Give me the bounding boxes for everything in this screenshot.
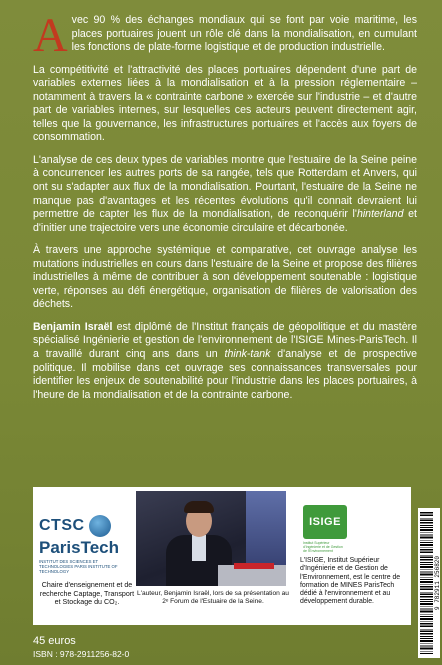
analysis-text: L'analyse de ces deux types de variables montre que l'estuaire de la Seine peine à concurrencer les autres ports de sa rangée, tels que Rotterdam et Anvers, qui ont su s'adapter aux flux de la mondialisation. Pourtant, l'estuaire de la Seine ne manque pas d'avantages et les récentes évolutions qu'il connait devraient lui permettre de capter les flux de la mondialisation, de reconquérir l' (33, 153, 417, 221)
barcode (418, 508, 440, 658)
analysis-paragraph (33, 154, 417, 235)
isige-label: ISIGE (303, 505, 347, 539)
author-shirt (192, 535, 206, 561)
approach-paragraph: À travers une approche systémique et comparative, cet ouvrage analyse les mutations industrielles en cours dans l'estuaire de la Seine et propose des filières industrielles à même de contribuer à son développement soutenable : logistique verte, réponses au défi énergétique, organisation de filières de valorisation des déchets. (33, 244, 417, 311)
photo-band (33, 487, 411, 625)
author-paragraph (33, 321, 417, 402)
competitiveness-paragraph: La compétitivité et l'attractivité des places portuaires dépendent d'une part de variables externes liées à la mondialisation et à la pression réglementaire – notamment à travers la « contrainte carbone » exercée sur l'industrie – et d'autre part de variables internes, sur lesquelles ces acteurs peuvent directement agir, telles que la gouvernance, les infrastructures portuaires et l'accès aux foyers de consommation. (33, 63, 417, 144)
author-bio-end: d'analyse et de prospective politique. Il mobilise dans cet ouvrage ses connaissances transversales pour identifier les enjeux de soutenabilité pour l'industrie dans les places portuaires, à l'heure de la mondialisation et de la contrainte carbone. (33, 348, 417, 401)
analysis-text-end: et d'initier une trajectoire vers une économie circulaire et décarbonée. (33, 208, 417, 234)
isbn: ISBN : 978-2911256-82-0 (33, 649, 130, 659)
hinterland-term: hinterland (356, 208, 404, 221)
barcode-number: 9 782911 256820 (434, 556, 441, 611)
author-name: Benjamin Israël (33, 320, 113, 333)
author-photo-caption: L'auteur, Benjamin Israël, lors de sa présentation au 2ᵉ Forum de l'Estuaire de la Seine. (137, 590, 289, 606)
isige-subtitle: Institut Supérieur d'Ingénierie et de Gestion de l'Environnement (303, 541, 343, 553)
paristech-subtitle: INSTITUT DES SCIENCES ET TECHNOLOGIES PARIS INSTITUTE OF TECHNOLOGY (39, 559, 118, 574)
intro-text: vec 90 % des échanges mondiaux qui se font par voie maritime, les places portuaires jouent un rôle clé dans la mondialisation, en cumulant les fonctions de plate-forme logistique et de production industrielle. (71, 14, 417, 54)
cover-text (33, 9, 418, 411)
ctsc-label: CTSC (39, 517, 85, 534)
author-photo (136, 491, 286, 586)
author-bio: est diplômé de l'Institut français de géopolitique et du mastère spécialisé Ingénierie et gestion de l'environnement de l'ISIGE Mines-ParisTech. Il a travaillé durant cinq ans dans un (33, 320, 418, 361)
ctsc-paristech-logo (39, 515, 127, 574)
think-tank-term: think-tank (224, 348, 271, 361)
globe-icon (89, 515, 111, 537)
barcode-bars (420, 512, 433, 654)
intro-paragraph (33, 9, 417, 62)
isige-caption: L'ISIGE, Institut Supérieur d'Ingénierie et de Gestion de l'Environnement, est le centre de formation de MINES ParisTech dédié à l'environnement et au développement durable. (300, 557, 401, 606)
chair-caption: Chaire d'enseignement et de recherche Captage, Transport et Stockage du CO₂. (39, 581, 135, 607)
podium-banner (234, 563, 274, 569)
price: 45 euros (33, 635, 76, 647)
drop-cap: A (33, 9, 68, 62)
author-hair (184, 501, 214, 513)
isige-logo (303, 505, 347, 551)
paristech-label: ParisTech (39, 538, 120, 557)
